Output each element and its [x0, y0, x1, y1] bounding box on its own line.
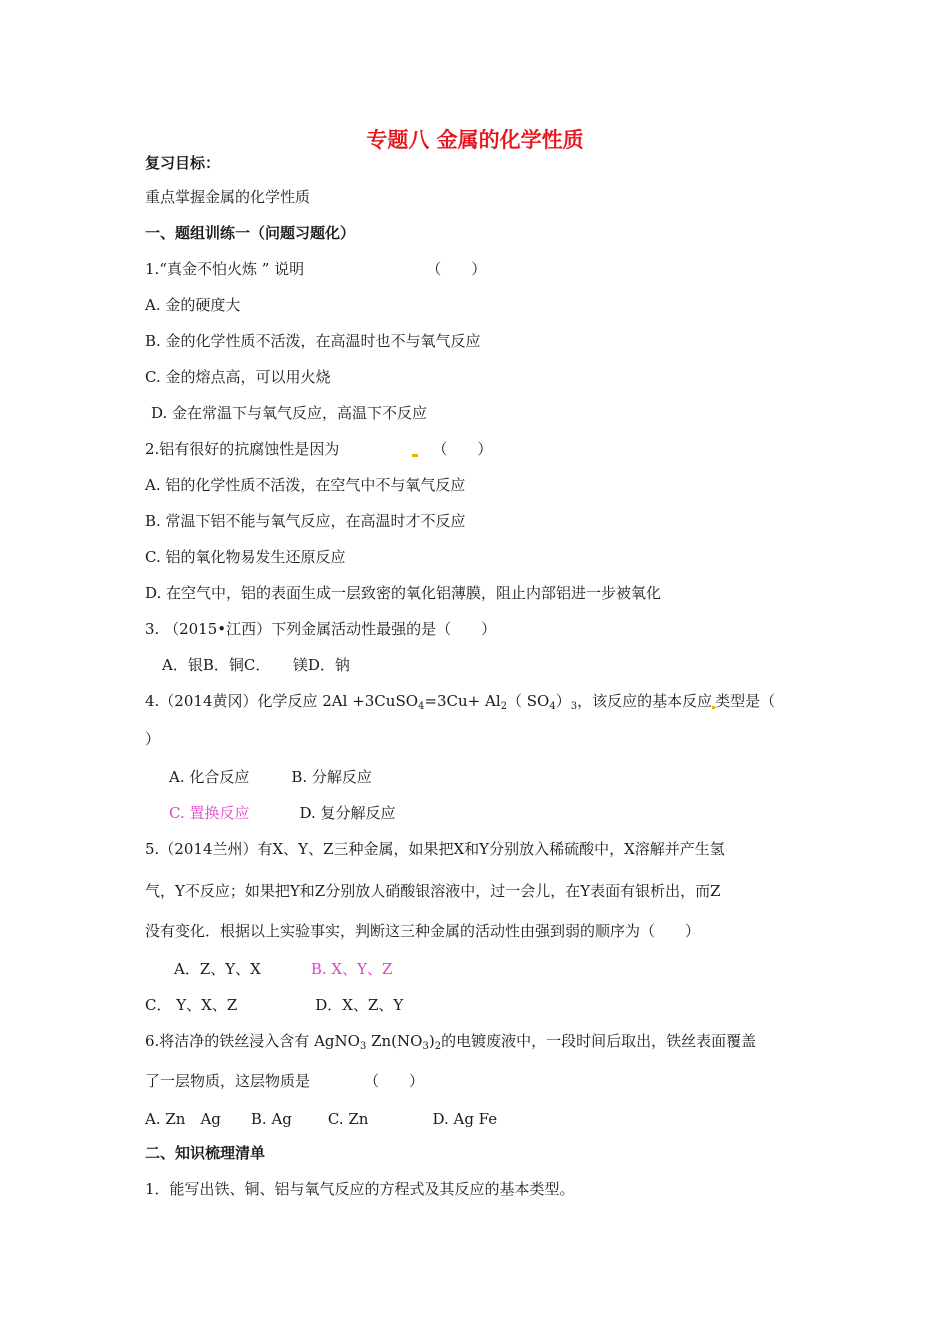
question-3-stem: 3. （2015•江西）下列金属活动性最强的是（ ）: [145, 620, 497, 638]
goal-heading: 复习目标：: [145, 154, 221, 172]
q6-option-a: A. Zn Ag: [145, 1110, 221, 1128]
q6-option-b: B. Ag: [250, 1110, 292, 1128]
q4-option-b: B. 分解反应: [291, 768, 372, 786]
q5-options-row-2: [145, 994, 403, 1016]
q4-option-a: A. 化合反应: [169, 768, 250, 786]
q3-options: A．银B．铜C． 镁D．钠: [162, 656, 350, 674]
answer-paren: （ ）: [432, 440, 493, 458]
knowledge-item-1: 1．能写出铁、铜、铝与氧气反应的方程式及其反应的基本类型。: [145, 1180, 575, 1198]
question-5-line-3: 没有变化．根据以上实验事实，判断这三种金属的活动性由强到弱的顺序为（ ）: [145, 922, 701, 940]
q5-option-b: B. X、Y、Z: [310, 960, 393, 978]
q5-option-c: C． Y、X、Z: [145, 996, 238, 1014]
q1-option-d: D. 金在常温下与氧气反应，高温下不反应: [151, 404, 428, 422]
goal-text: 重点掌握金属的化学性质: [145, 188, 311, 206]
q5-options-row-1: [174, 958, 392, 980]
q2-option-d: D. 在空气中，铝的表面生成一层致密的氧化铝薄膜，阻止内部铝进一步被氧化: [145, 584, 662, 602]
section-heading-1: 一、题组训练一（问题习题化）: [145, 224, 356, 242]
question-4-stem: 4.（2014黄冈）化学反应 2Al +3CuSO$_4$=3Cu+ $Al_2$（ $SO_4)_3$，该反应的基本反应 类型是（: [145, 692, 776, 712]
highlight-mark: [412, 454, 418, 457]
q1-option-b: B. 金的化学性质不活泼，在高温时也不与氧气反应: [145, 332, 481, 350]
question-6-line-1: 6.将洁净的铁丝浸入含有 AgNO$_3$ $Zn(NO_3)_2$的电镀废液中，一段时间后取出，铁丝表面覆盖: [145, 1032, 757, 1052]
section-heading-2: 二、知识梳理清单: [145, 1144, 266, 1162]
q4-options-row-1: [169, 766, 372, 788]
page-title: 专题八 金属的化学性质: [366, 128, 584, 152]
question-2-stem: 2.铝有很好的抗腐蚀性是因为 （ ）: [145, 440, 493, 458]
question-5-line-1: 5.（2014兰州）有X、Y、Z三种金属，如果把X和Y分别放入稀硫酸中，X溶解并产生氢: [145, 840, 725, 858]
question-6-line-2: 了一层物质，这层物质是 （ ）: [145, 1072, 425, 1090]
q6-option-c: C. Zn: [327, 1110, 369, 1128]
q5-option-d: D．X、Z、Y: [315, 996, 404, 1014]
q1-option-c: C. 金的熔点高，可以用火烧: [145, 368, 331, 386]
q2-option-b: B. 常温下铝不能与氧气反应，在高温时才不反应: [145, 512, 466, 530]
question-4-stem-end: ）: [145, 730, 161, 748]
q4-option-c: C. 置换反应: [169, 804, 250, 822]
q1-option-a: A. 金的硬度大: [145, 296, 241, 314]
question-1-stem: 1.“真金不怕火炼 ” 说明 （ ）: [145, 260, 487, 278]
q6-option-d: D. Ag Fe: [432, 1110, 498, 1128]
question-5-line-2: 气，Y不反应；如果把Y和Z分别放人硝酸银溶液中，过一会儿，在Y表面有银析出，而Z: [145, 882, 721, 900]
q2-option-a: A. 铝的化学性质不活泼，在空气中不与氧气反应: [145, 476, 466, 494]
answer-paren: （ ）: [426, 260, 487, 278]
q6-options: [145, 1108, 497, 1130]
answer-paren: （ ）: [364, 1072, 425, 1090]
q2-option-c: C. 铝的氧化物易发生还原反应: [145, 548, 346, 566]
q5-option-a: A．Z、Y、X: [174, 960, 261, 978]
q4-option-d: D. 复分解反应: [299, 804, 396, 822]
q4-options-row-2: [169, 802, 396, 824]
